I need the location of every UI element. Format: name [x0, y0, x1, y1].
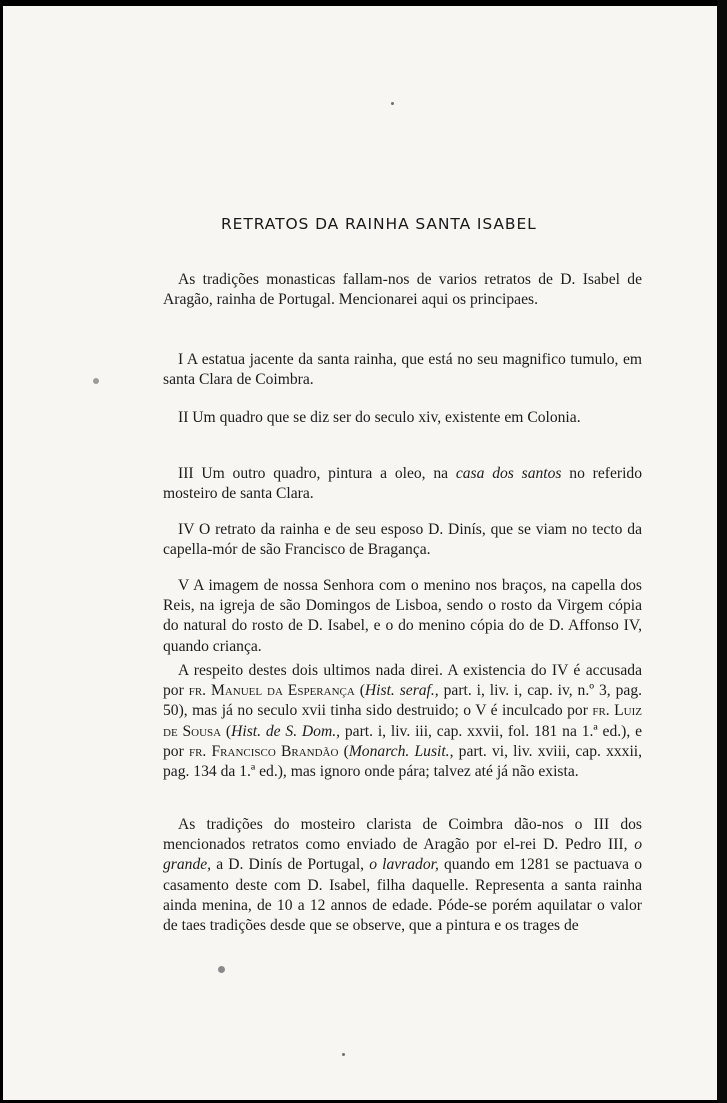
- author-name: fr. Manuel da Esperança: [188, 682, 355, 700]
- scan-edge: [717, 0, 727, 1103]
- chapter-title: RETRATOS DA RAINHA SANTA ISABEL: [221, 215, 537, 233]
- italic-epithet: o lavrador,: [369, 856, 439, 874]
- paragraph-intro: As tradições monasticas fallam-nos de varios retratos de D. Isabel de Aragão, rainha de Portugal. Mencionarei aqui os principaes.: [163, 271, 642, 309]
- paragraph-item-5: V A imagem de nossa Senhora com o menino nos braços, na capella dos Reis, na igreja de são Domingos de Lisboa, sendo o rosto da Virgem cópia do natural do rosto de D. Isabel, e o do menino cópia do de D. Affonso IV, quando criança.: [163, 577, 642, 655]
- italic-epithet: o grande,: [163, 836, 642, 874]
- paragraph-item-4: IV O retrato da rainha e de seu esposo D. Dinís, que se viam no tecto da capella-mór de são Francisco de Bragança.: [163, 521, 642, 559]
- page-speck: [391, 102, 394, 105]
- author-name: fr. Luiz de Sousa: [163, 702, 642, 740]
- paragraph-item-3: III Um outro quadro, pintura a oleo, na casa dos santos no referido mosteiro de santa Clara.: [163, 465, 642, 503]
- book-page: [3, 6, 717, 1100]
- paragraph-commentary: A respeito destes dois ultimos nada direi. A existencia do IV é accusada por fr. Manuel da Esperança (Hist. seraf., part. i, liv. i, cap. iv, n.º 3, pag. 50), mas já no seculo xvii tinha sido destruido; o V é inculcado por fr. Luiz de Sousa (Hist. de S. Dom., part. i, liv. iii, cap. xxvii, fol. 181 na 1.ª ed.), e por fr. Francisco Brandão (Monarch. Lusit., part. vi, liv. xviii, cap. xxxii, pag. 134 da 1.ª ed.), mas ignoro onde pára; talvez até já não exista.: [163, 662, 643, 781]
- italic-phrase: casa dos santos: [455, 465, 562, 482]
- citation-title: Hist. seraf.,: [364, 682, 439, 700]
- paragraph-traditions: As tradições do mosteiro clarista de Coimbra dão-nos o III dos mencionados retratos como enviado de Aragão por el-rei D. Pedro III, o grande, a D. Dinís de Portugal, o lavrador, quando em 1281 se pactuava o casamento deste com D. Isabel, filha daquelle. Representa a santa rainha ainda menina, de 10 a 12 annos de edade. Póde-se porém aquilatar o valor de taes tradições desde que se observe, que a pintura e os trages de: [163, 816, 642, 935]
- citation-title: Monarch. Lusit.,: [348, 742, 454, 760]
- paragraph-item-2: II Um quadro que se diz ser do seculo xiv, existente em Colonia.: [178, 409, 581, 426]
- page-speck: [218, 966, 225, 973]
- citation-title: Hist. de S. Dom.,: [231, 722, 341, 740]
- author-name: fr. Francisco Brandão: [188, 742, 339, 760]
- page-speck: [342, 1053, 345, 1056]
- page-speck: [93, 378, 99, 384]
- paragraph-item-1: I A estatua jacente da santa rainha, que está no seu magnifico tumulo, em santa Clara de Coimbra.: [163, 351, 642, 389]
